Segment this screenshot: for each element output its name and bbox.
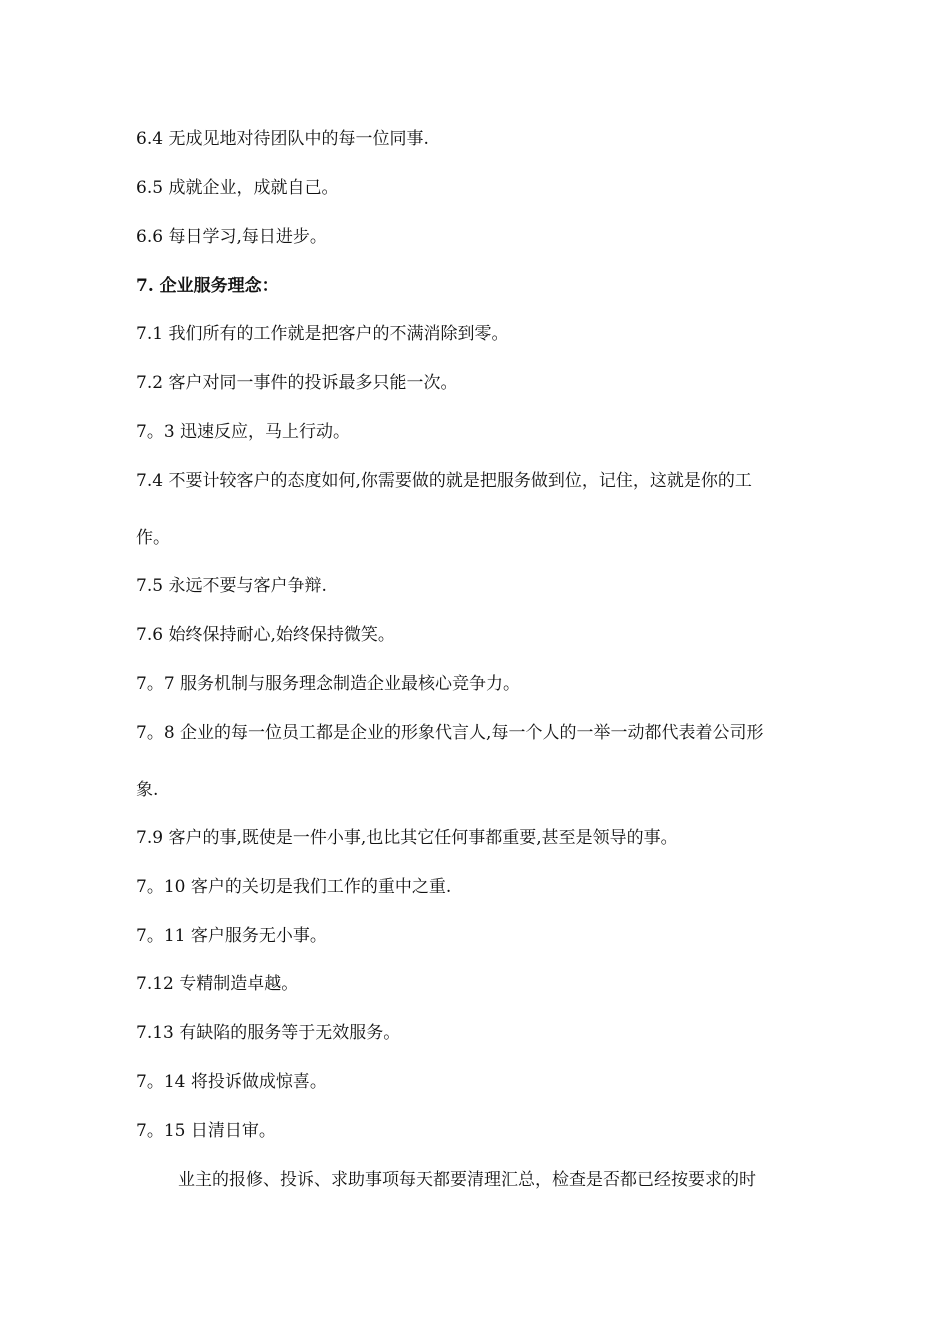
paragraph-7-10: 7。10 客户的关切是我们工作的重中之重.: [136, 877, 452, 897]
paragraph-6-4: 6.4 无成见地对待团队中的每一位同事.: [136, 129, 429, 149]
paragraph-7-2: 7.2 客户对同一事件的投诉最多只能一次。: [136, 373, 458, 393]
paragraph-6-6: 6.6 每日学习,每日进步。: [136, 227, 327, 247]
paragraph-7-13: 7.13 有缺陷的服务等于无效服务。: [136, 1023, 401, 1043]
section-heading-7: 7. 企业服务理念：: [136, 276, 279, 296]
paragraph-7-3: 7。3 迅速反应，马上行动。: [136, 422, 351, 442]
paragraph-7-4-continued: 作。: [136, 528, 170, 548]
paragraph-7-8: 7。8 企业的每一位员工都是企业的形象代言人,每一个人的一举一动都代表着公司形: [136, 723, 764, 743]
paragraph-7-14: 7。14 将投诉做成惊喜。: [136, 1072, 327, 1092]
paragraph-7-8-continued: 象.: [136, 780, 159, 800]
paragraph-7-4: 7.4 不要计较客户的态度如何,你需要做的就是把服务做到位，记住，这就是你的工: [136, 471, 752, 491]
body-paragraph: 业主的报修、投诉、求助事项每天都要清理汇总，检查是否都已经按要求的时: [178, 1170, 756, 1190]
paragraph-7-1: 7.1 我们所有的工作就是把客户的不满消除到零。: [136, 324, 509, 344]
paragraph-7-5: 7.5 永远不要与客户争辩.: [136, 576, 327, 596]
paragraph-7-9: 7.9 客户的事,既使是一件小事,也比其它任何事都重要,甚至是领导的事。: [136, 828, 678, 848]
paragraph-6-5: 6.5 成就企业，成就自己。: [136, 178, 339, 198]
paragraph-7-7: 7。7 服务机制与服务理念制造企业最核心竞争力。: [136, 674, 521, 694]
paragraph-7-11: 7。11 客户服务无小事。: [136, 926, 327, 946]
paragraph-7-12: 7.12 专精制造卓越。: [136, 974, 299, 994]
paragraph-7-6: 7.6 始终保持耐心,始终保持微笑。: [136, 625, 395, 645]
paragraph-7-15: 7。15 日清日审。: [136, 1121, 276, 1141]
